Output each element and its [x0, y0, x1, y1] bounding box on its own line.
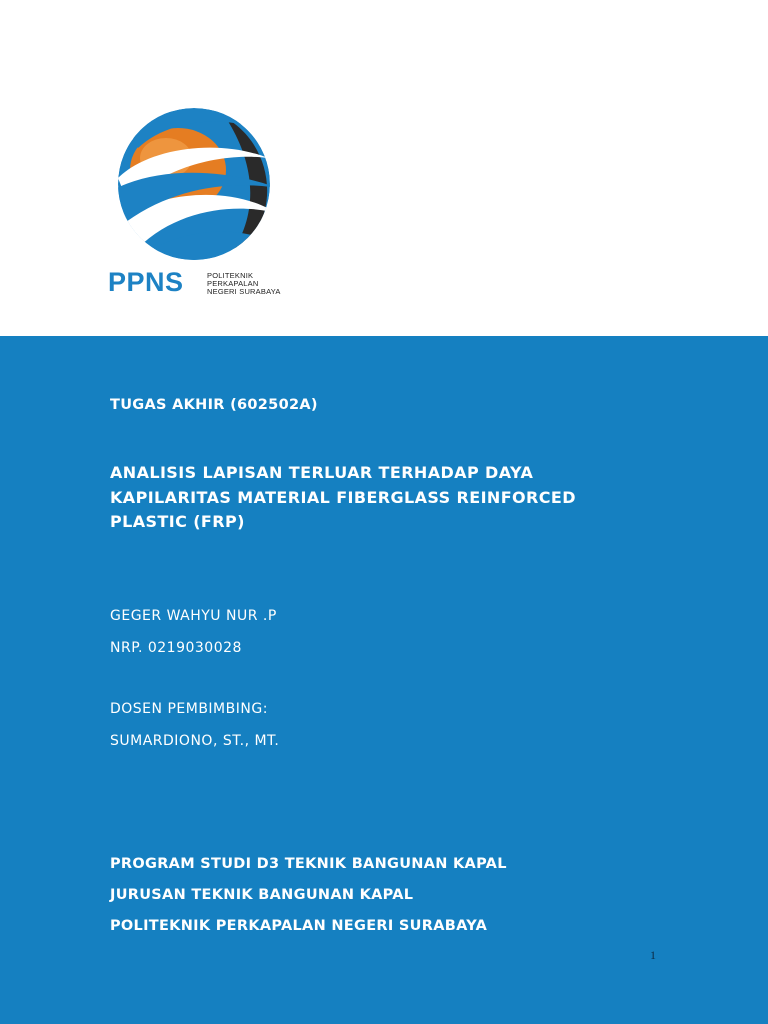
advisor-name: SUMARDIONO, ST., MT. — [110, 733, 280, 749]
department: JURUSAN TEKNIK BANGUNAN KAPAL — [110, 887, 414, 903]
institution-name: POLITEKNIK PERKAPALAN NEGERI SURABAYA — [110, 918, 488, 934]
cover-header — [0, 0, 768, 336]
logo-subtitle-line: POLITEKNIK — [207, 271, 254, 280]
logo-subtitle-line: PERKAPALAN — [207, 279, 259, 288]
logo-subtitle — [207, 272, 281, 296]
logo-subtitle-line: NEGERI SURABAYA — [207, 287, 281, 296]
thesis-code: TUGAS AKHIR (602502A) — [110, 397, 318, 413]
study-program: PROGRAM STUDI D3 TEKNIK BANGUNAN KAPAL — [110, 856, 507, 872]
logo-wordmark: PPNS — [108, 267, 184, 297]
page-number: 1 — [650, 948, 656, 962]
advisor-label: DOSEN PEMBIMBING: — [110, 701, 268, 717]
thesis-title: ANALISIS LAPISAN TERLUAR TERHADAP DAYA KAPILARITAS MATERIAL FIBERGLASS REINFORCED PLASTIC (FRP) — [110, 463, 576, 531]
student-id: NRP. 0219030028 — [110, 640, 242, 656]
author-name: GEGER WAHYU NUR .P — [110, 608, 277, 624]
